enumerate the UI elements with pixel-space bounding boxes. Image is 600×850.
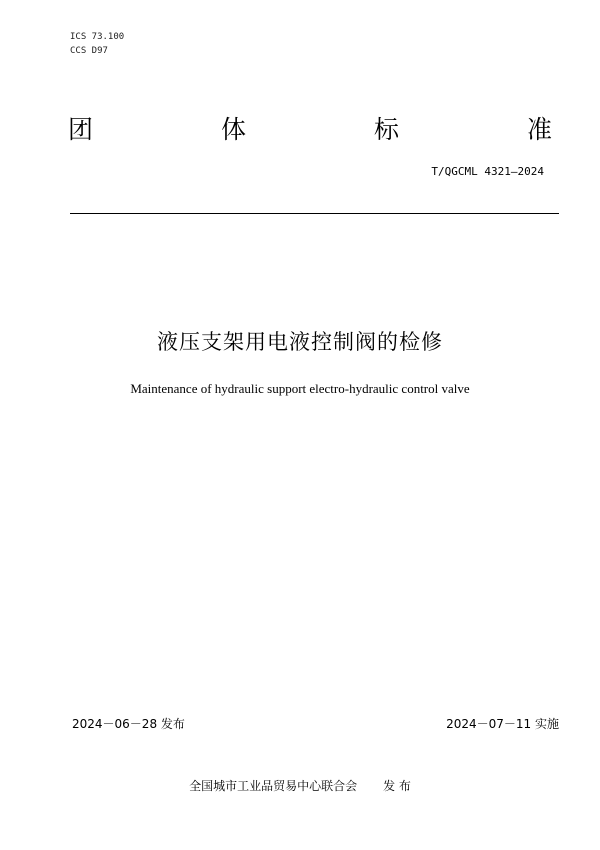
classification-codes	[70, 30, 124, 58]
heading-char-2: 体	[220, 115, 246, 144]
heading-char-4: 准	[526, 115, 552, 144]
heading-char-1: 团	[68, 115, 94, 144]
issue-date: 2024－06－28 发布	[72, 717, 185, 731]
document-type-heading	[68, 112, 552, 148]
issuer-name: 全国城市工业品贸易中心联合会	[189, 779, 358, 793]
header-divider	[70, 213, 559, 214]
ics-code: ICS 73.100	[70, 32, 125, 42]
heading-char-3: 标	[373, 115, 399, 144]
issuing-organization	[0, 777, 600, 795]
title-english: Maintenance of hydraulic support electro-hydraulic control valve	[130, 381, 470, 396]
issuer-action: 发 布	[383, 779, 411, 793]
standard-number: T/QGCML 4321—2024	[431, 165, 544, 178]
ccs-code: CCS D97	[70, 46, 108, 56]
implementation-date: 2024－07－11 实施	[446, 717, 559, 731]
title-chinese: 液压支架用电液控制阀的检修	[157, 330, 443, 354]
